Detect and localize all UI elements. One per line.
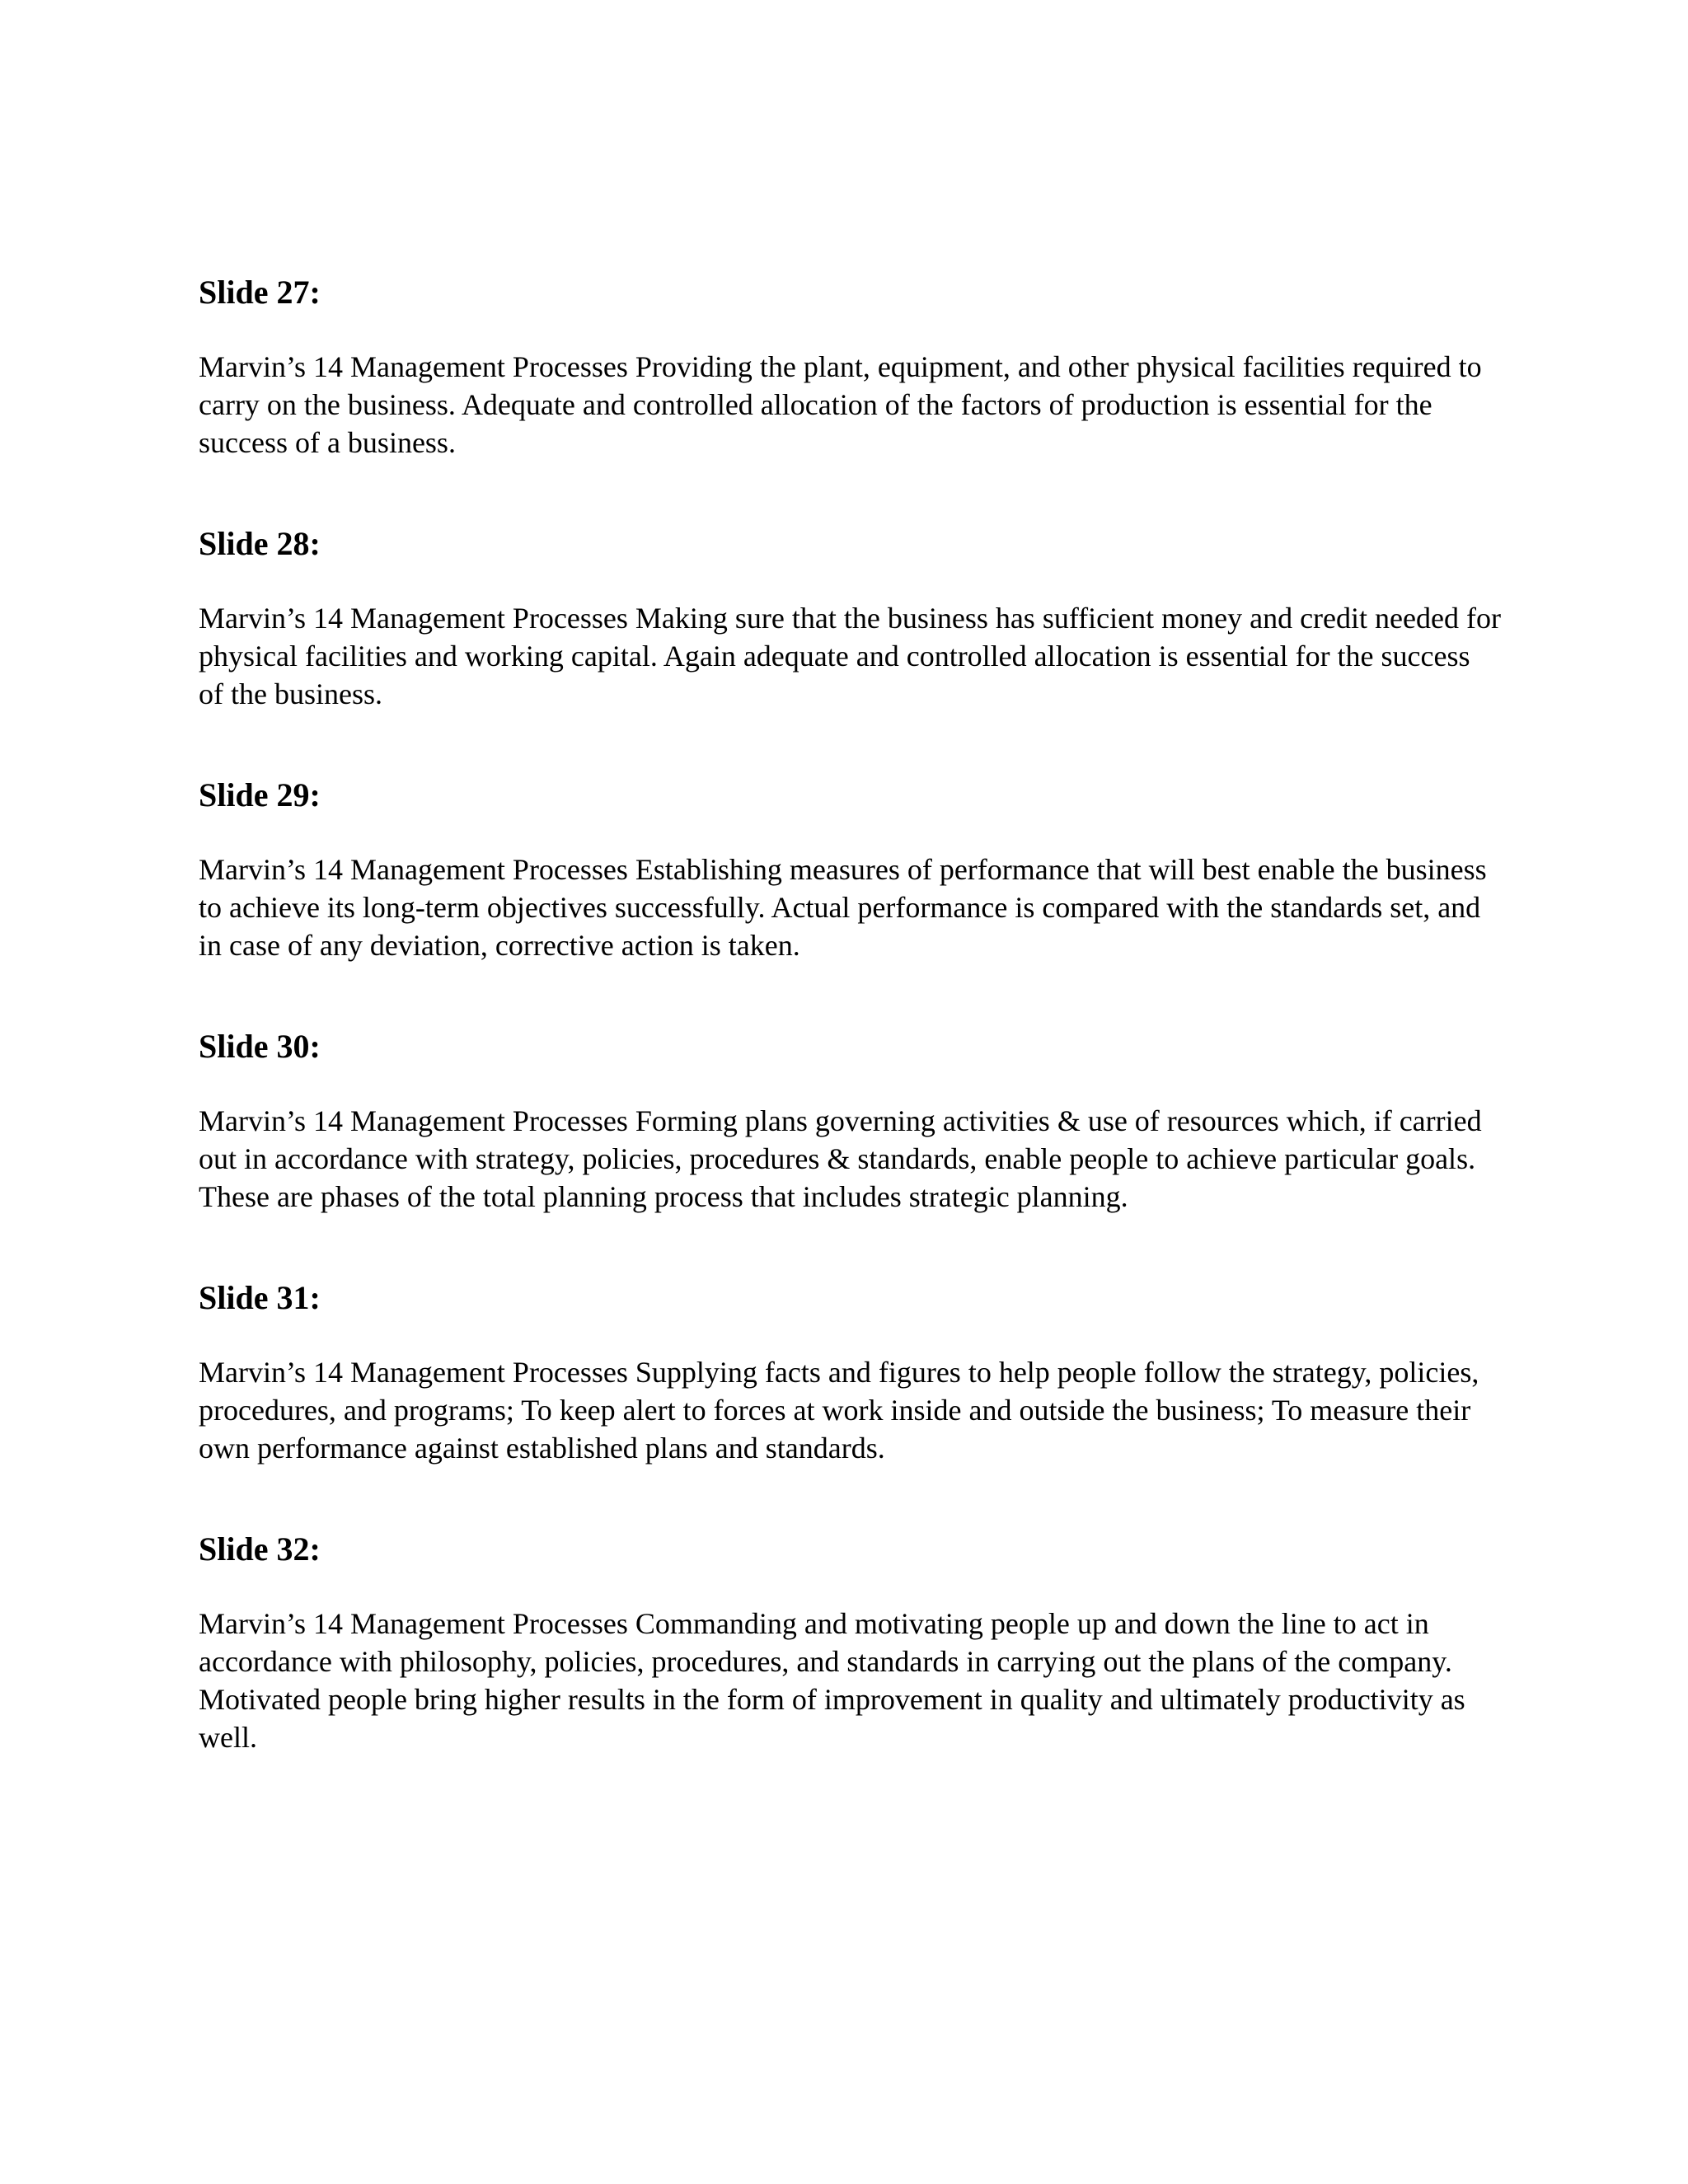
slide-section-28 bbox=[199, 525, 1501, 713]
slide-section-30 bbox=[199, 1028, 1501, 1216]
slide-body: Marvin’s 14 Management Processes Providing the plant, equipment, and other physical facilities required to carry on the business. Adequate and controlled allocation of the factors of production is essential for the success of a business. bbox=[199, 350, 1482, 459]
slide-body: Marvin’s 14 Management Processes Making sure that the business has sufficient money and credit needed for physical facilities and working capital. Again adequate and controlled allocation is essential for the success of the business. bbox=[199, 602, 1501, 710]
document-content bbox=[199, 274, 1501, 1820]
slide-section-31 bbox=[199, 1279, 1501, 1467]
slide-heading: Slide 31: bbox=[199, 1279, 321, 1316]
slide-section-29 bbox=[199, 776, 1501, 964]
slide-section-27 bbox=[199, 274, 1501, 462]
slide-section-32 bbox=[199, 1530, 1501, 1756]
slide-body: Marvin’s 14 Management Processes Commanding and motivating people up and down the line to act in accordance with philosophy, policies, procedures, and standards in carrying out the plans of the company. Motivated people bring higher results in the form of improvement in quality and ultimately productivity as well. bbox=[199, 1607, 1465, 1754]
slide-body: Marvin’s 14 Management Processes Establishing measures of performance that will best enable the business to achieve its long-term objectives successfully. Actual performance is compared with the standards set, and in case of any deviation, corrective action is taken. bbox=[199, 853, 1487, 962]
slide-heading: Slide 29: bbox=[199, 776, 321, 813]
slide-heading: Slide 30: bbox=[199, 1028, 321, 1065]
slide-heading: Slide 27: bbox=[199, 274, 321, 311]
slide-heading: Slide 32: bbox=[199, 1530, 321, 1568]
slide-heading: Slide 28: bbox=[199, 525, 321, 562]
slide-body: Marvin’s 14 Management Processes Supplying facts and figures to help people follow the strategy, policies, procedures, and programs; To keep alert to forces at work inside and outside the business; To measure their own performance against established plans and standards. bbox=[199, 1356, 1479, 1465]
slide-body: Marvin’s 14 Management Processes Forming plans governing activities & use of resources which, if carried out in accordance with strategy, policies, procedures & standards, enable people to achieve particular goals. These are phases of the total planning process that includes strategic planning. bbox=[199, 1104, 1482, 1213]
